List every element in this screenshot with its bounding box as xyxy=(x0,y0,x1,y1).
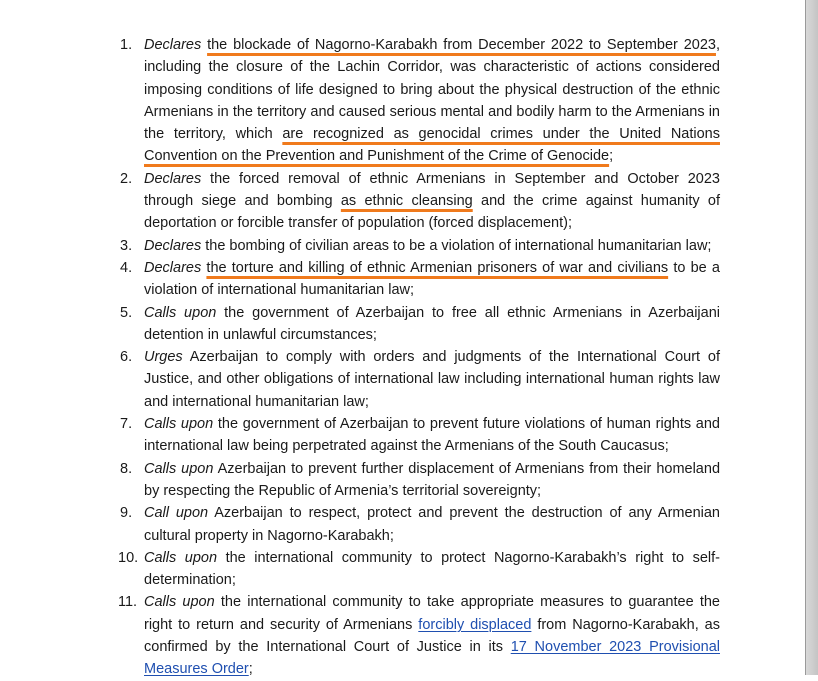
list-item: 7. Calls upon the government of Azerbaijan to prevent future violations of human rights and international law being perpetrated against the Armenians of the South Caucasus; xyxy=(0,413,720,458)
item-number: 1. xyxy=(120,37,133,53)
highlighted-phrase: the blockade of Nagorno-Karabakh from December 2022 to September 2023 xyxy=(207,37,716,53)
item-number: 10. xyxy=(118,549,139,566)
item-number: 4. xyxy=(120,259,133,276)
forcibly-displaced-link[interactable]: forcibly displaced xyxy=(418,616,532,633)
operative-verb: Declares xyxy=(144,259,202,276)
list-item: 6. Urges Azerbaijan to comply with orders and judgments of the International Court of Justice, and other obligations of international law including international human rights law and international humanitarian law; xyxy=(0,346,720,413)
item-number: 3. xyxy=(120,237,133,254)
operative-verb: Declares xyxy=(144,237,202,254)
list-item: 2. Declares the forced removal of ethnic Armenians in September and October 2023 through siege and bombing as ethnic cleansing and the crime against humanity of deportation or forcible transfer of population (forced displacement); xyxy=(0,168,720,235)
operative-verb: Declares xyxy=(144,170,202,187)
highlighted-phrase: the torture and killing of ethnic Armenian prisoners of war and civilians xyxy=(206,259,669,276)
item-number: 7. xyxy=(120,416,133,433)
viewer-scroll-edge xyxy=(805,0,818,675)
operative-verb: Calls upon xyxy=(144,460,214,477)
operative-verb: Call upon xyxy=(144,505,209,522)
operative-verb: Calls upon xyxy=(144,549,218,566)
operative-verb: Calls upon xyxy=(144,594,215,611)
item-number: 11. xyxy=(118,594,138,611)
item-number: 9. xyxy=(120,505,133,522)
list-item: 4. Declares the torture and killing of ethnic Armenian prisoners of war and civilians to be a violation of international humanitarian law; xyxy=(0,257,720,302)
highlighted-phrase: are recognized as genocidal crimes under the United Nations Convention on the Prevention and Punishment of the Crime of Genocide xyxy=(144,126,720,165)
list-item: 5. Calls upon the government of Azerbaijan to free all ethnic Armenians in Azerbaijani detention in unlawful circumstances; xyxy=(0,302,720,347)
item-number: 2. xyxy=(120,170,133,187)
operative-verb: Urges xyxy=(144,349,183,366)
resolution-list xyxy=(0,34,800,681)
list-item: 3. Declares the bombing of civilian areas to be a violation of international humanitarian law; xyxy=(0,235,720,257)
item-number: 5. xyxy=(120,304,133,321)
list-item: 10. Calls upon the international community to protect Nagorno-Karabakh’s right to self-determination; xyxy=(0,547,720,592)
item-number: 8. xyxy=(120,460,133,477)
operative-verb: Calls upon xyxy=(144,416,214,433)
operative-verb: Calls upon xyxy=(144,304,217,321)
list-item: 9. Call upon Azerbaijan to respect, protect and prevent the destruction of any Armenian cultural property in Nagorno-Karabakh; xyxy=(0,502,720,547)
highlighted-phrase: as ethnic cleansing xyxy=(340,193,473,210)
list-item: 8. Calls upon Azerbaijan to prevent further displacement of Armenians from their homeland by respecting the Republic of Armenia’s territorial sovereignty; xyxy=(0,458,720,503)
item-number: 6. xyxy=(120,349,133,366)
list-item: 11. Calls upon the international community to take appropriate measures to guarantee the right to return and security of Armenians forcibly displaced from Nagorno-Karabakh, as confirmed by the International Court of Justice in its 17 November 2023 Provisional Measures Order; xyxy=(0,591,720,680)
list-item: 1. Declares the blockade of Nagorno-Karabakh from December 2022 to September 2023, including the closure of the Lachin Corridor, was characteristic of actions considered imposing conditions of life designed to bring about the physical destruction of the ethnic Armenians in the territory and caused serious mental and bodily harm to the Armenians in the territory, which are recognized as genocidal crimes under the United Nations Convention on the Prevention and Punishment of the Crime of Genocide; xyxy=(0,34,720,168)
operative-verb: Declares xyxy=(144,37,202,53)
provisional-measures-order-link[interactable]: 17 November 2023 Provisional Measures Order xyxy=(144,639,720,678)
